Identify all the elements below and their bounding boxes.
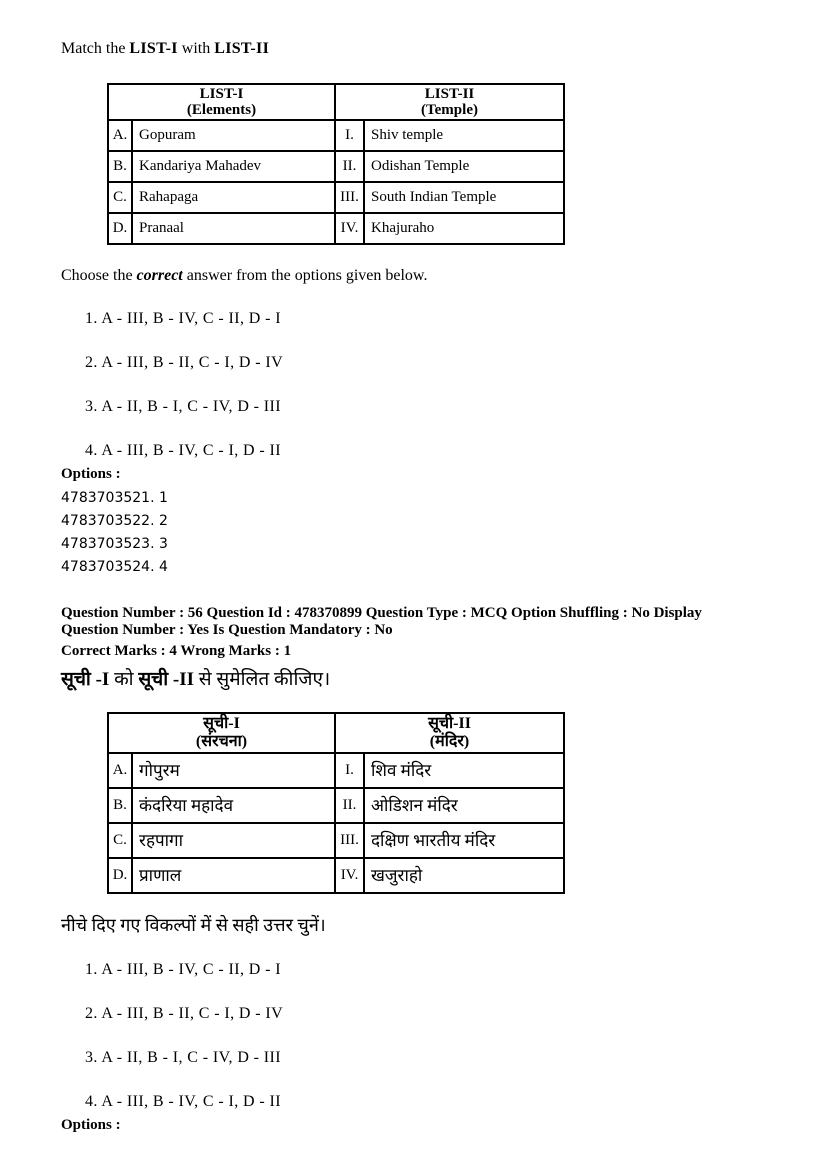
answer-option-4: 4. A - III, B - IV, C - I, D - II (85, 1093, 281, 1110)
option-id-2: 4783703522. 2 (61, 513, 168, 529)
list1-subtitle-hi: (संरचना) (195, 733, 248, 750)
match-table-hi (107, 712, 565, 894)
row-match-cell: ओडिशन मंदिर (364, 788, 564, 823)
row-item-cell: Gopuram (132, 120, 335, 151)
table-row (108, 182, 564, 213)
question-metadata (61, 605, 786, 660)
option-id-3: 4783703523. 3 (61, 536, 168, 552)
table-row (108, 753, 564, 788)
row-key-cell: B. (108, 788, 132, 823)
heading-hi-list1-label: सूची -I (61, 669, 110, 690)
list1-subtitle: (Elements) (186, 102, 257, 118)
answer-options-hi (61, 961, 786, 1111)
answer-option-1: 1. A - III, B - IV, C - II, D - I (85, 961, 281, 978)
row-key-cell: C. (108, 823, 132, 858)
row-match-cell: South Indian Temple (364, 182, 564, 213)
table-header-row (108, 713, 564, 753)
option-id-4: 4783703524. 4 (61, 559, 168, 575)
row-num-cell: I. (335, 120, 364, 151)
instruction-post: answer from the options given below. (182, 267, 428, 284)
row-num-cell: IV. (335, 858, 364, 893)
row-num-cell: III. (335, 823, 364, 858)
list1-title: LIST-I (199, 86, 244, 102)
row-match-cell: Shiv temple (364, 120, 564, 151)
heading-hi-post: से सुमेलित कीजिए। (194, 669, 331, 690)
row-item-cell: Pranaal (132, 213, 335, 244)
row-item-cell: रहपागा (132, 823, 335, 858)
table-row (108, 858, 564, 893)
row-num-cell: I. (335, 753, 364, 788)
row-match-cell: दक्षिण भारतीय मंदिर (364, 823, 564, 858)
row-item-cell: Rahapaga (132, 182, 335, 213)
answer-options-en (61, 310, 786, 460)
question-meta-line2: Question Number : Yes Is Question Mandatory : No (61, 622, 393, 638)
instruction-hi: नीचे दिए गए विकल्पों में से सही उत्तर चुनें। (61, 915, 326, 935)
instruction-emphasis: correct (136, 267, 183, 284)
question-heading-hi (61, 668, 786, 692)
option-id-list (61, 487, 786, 579)
answer-option-4: 4. A - III, B - IV, C - I, D - II (85, 442, 281, 459)
table-row (108, 823, 564, 858)
list2-title: LIST-II (424, 86, 475, 102)
row-key-cell: C. (108, 182, 132, 213)
row-key-cell: B. (108, 151, 132, 182)
heading-hi-mid: को (109, 669, 139, 690)
row-num-cell: II. (335, 788, 364, 823)
row-item-cell: गोपुरम (132, 753, 335, 788)
question-heading-en (61, 40, 786, 58)
list2-subtitle: (Temple) (421, 102, 478, 118)
option-id-1: 4783703521. 1 (61, 490, 168, 506)
answer-option-3: 3. A - II, B - I, C - IV, D - III (85, 1049, 281, 1066)
heading-list2-label: LIST-II (214, 40, 270, 57)
row-item-cell: प्राणाल (132, 858, 335, 893)
list2-title-hi: सूची-II (428, 715, 471, 732)
row-item-cell: कंदरिया महादेव (132, 788, 335, 823)
list2-header-cell-hi (335, 713, 564, 753)
table-row (108, 151, 564, 182)
answer-option-1: 1. A - III, B - IV, C - II, D - I (85, 310, 281, 327)
row-match-cell: Odishan Temple (364, 151, 564, 182)
row-key-cell: A. (108, 753, 132, 788)
table-row (108, 788, 564, 823)
answer-option-2: 2. A - III, B - II, C - I, D - IV (85, 354, 284, 371)
list1-title-hi: सूची-I (203, 715, 240, 732)
row-num-cell: II. (335, 151, 364, 182)
list2-header-cell (335, 84, 564, 120)
row-match-cell: Khajuraho (364, 213, 564, 244)
list2-subtitle-hi: (मंदिर) (429, 733, 470, 750)
row-match-cell: खजुराहो (364, 858, 564, 893)
row-key-cell: D. (108, 858, 132, 893)
heading-text-pre: Match the (61, 40, 130, 57)
table-row (108, 213, 564, 244)
table-header-row (108, 84, 564, 120)
list1-header-cell-hi (108, 713, 335, 753)
match-table-en (107, 83, 565, 245)
row-num-cell: IV. (335, 213, 364, 244)
row-item-cell: Kandariya Mahadev (132, 151, 335, 182)
row-key-cell: A. (108, 120, 132, 151)
instruction-pre: Choose the (61, 267, 137, 284)
row-match-cell: शिव मंदिर (364, 753, 564, 788)
question-meta-marks: Correct Marks : 4 Wrong Marks : 1 (61, 643, 292, 659)
heading-list1-label: LIST-I (129, 40, 178, 57)
heading-text-mid: with (177, 40, 215, 57)
question-meta-line1: Question Number : 56 Question Id : 478370899 Question Type : MCQ Option Shuffling : No Display (61, 605, 702, 621)
answer-option-2: 2. A - III, B - II, C - I, D - IV (85, 1005, 284, 1022)
answer-option-3: 3. A - II, B - I, C - IV, D - III (85, 398, 281, 415)
options-label-hi: Options : (61, 1117, 121, 1133)
heading-hi-list2-label: सूची -II (138, 669, 195, 690)
row-num-cell: III. (335, 182, 364, 213)
table-row (108, 120, 564, 151)
list1-header-cell (108, 84, 335, 120)
options-label-en: Options : (61, 466, 121, 482)
row-key-cell: D. (108, 213, 132, 244)
instruction-en (61, 267, 786, 285)
